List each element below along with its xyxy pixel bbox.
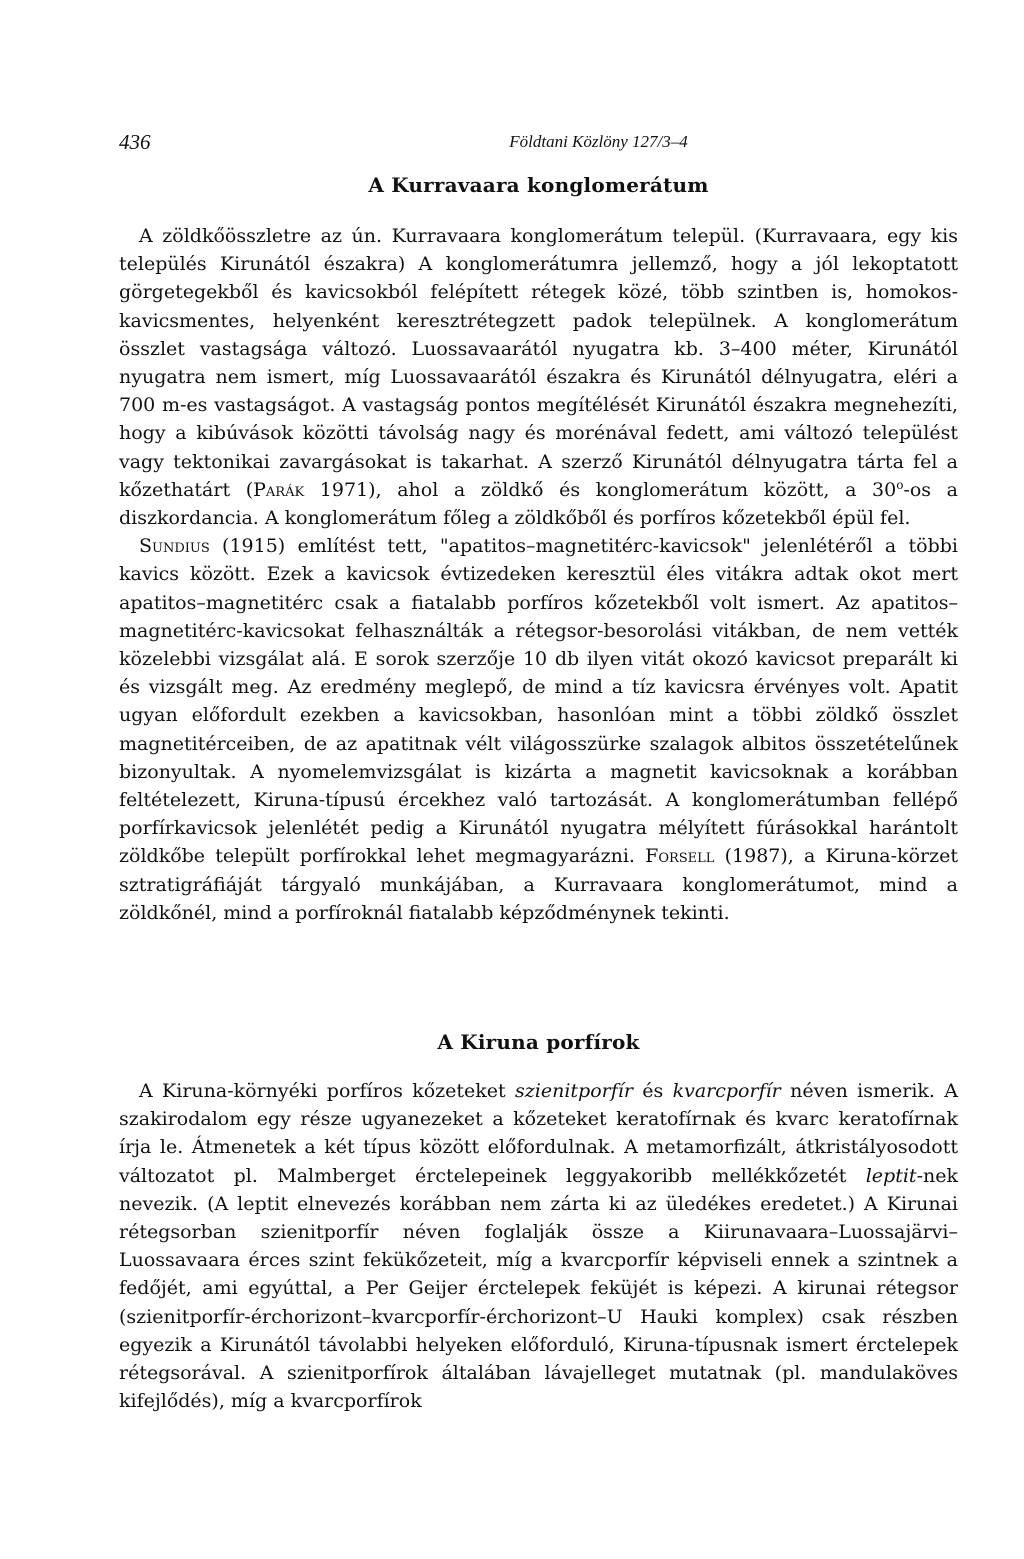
paragraph: [119, 1077, 958, 1415]
text-run: -os a diszkordancia. A konglomerátum főleg a zöldkőből és porfíros kőzetekből épül fel.: [119, 478, 958, 530]
paragraph: [119, 222, 958, 532]
section-heading-kiruna-porfirok: A Kiruna porfírok: [437, 1030, 640, 1054]
text-run: 1971), ahol a zöldkő és konglomerátum között, a 30: [304, 478, 897, 501]
author-name: Forsell: [645, 845, 715, 868]
running-head: [119, 130, 958, 154]
text-run: és: [632, 1080, 673, 1102]
text-run: -nek nevezik. (A leptit elnevezés korábban nem zárta ki az üledékes eredetet.) A Kirunai rétegsorban szienitporfír néven foglalják össze a Kiirunavaara–Luossajärvi–Luossavaara érces szint fekükőzeteit, míg a kvarcporfír képviseli ennek a szintnek a fedőjét, ami egyúttal, a Per Geijer érctelepek feküjét is képezi. A kirunai rétegsor (szienitporfír-érchorizont–kvarcporfír-érchorizont–U Hauki komplex) csak részben egyezik a Kirunától távolabbi helyeken előforduló, Kiruna-típusnak ismert érctelepek rétegsorával. A szienitporfírok általában lávajelleget mutatnak (pl. mandulaköves kifejlődés), míg a kvarcporfírok: [119, 1164, 958, 1413]
section-heading-kurravaara: A Kurravaara konglomerátum: [368, 173, 709, 197]
paragraph: [119, 532, 958, 927]
author-name: Sundius: [139, 535, 210, 558]
emphasis-term: leptit: [865, 1164, 917, 1187]
text-run: A zöldkőösszletre az ún. Kurravaara konglomerátum települ. (Kurravaara, egy kis település Kirunától északra) A konglomerátumra jellemző, hogy a jól lekoptatott görgetegekből és kavicsokból felépített rétegek közé, több szintben is, homokos-kavicsmentes, helyenként keresztrétegzett padok települnek. A konglomerátum összlet vastagsága változó. Luossavaarától nyugatra kb. 3–400 méter, Kirunától nyugatra nem ismert, míg Luossavaarától északra és Kirunától délnyugatra, eléri a 700 m-es vastagságot. A vastagság pontos megítélését Kirunától északra megnehezíti, hogy a kibúvások közötti távolság nagy és morénával fedett, ami változó települést vagy tektonikai zavargásokat is takarhat. A szerző Kirunától délnyugatra tárta fel a kőzethatárt (: [119, 225, 958, 501]
text-run: A Kiruna-környéki porfíros kőzeteket: [139, 1080, 516, 1102]
text-run: néven ismerik. A szakirodalom egy része ugyanezeket a kőzeteket keratofírnak és kvarc keratofírnak írja le. Átmenetek a két típus között előfordulnak. A metamorfizált, átkristályosodott változatot pl. Malmberget érctelepeinek leggyakoribb mellékkőzetét: [119, 1080, 958, 1187]
section-body-kiruna-porfirok: [119, 1077, 958, 1415]
emphasis-term: szienitporfír: [515, 1080, 633, 1102]
page-number: 436: [119, 130, 151, 154]
text-run: (1987), a Kiruna-körzet sztratigráfiáját tárgyaló munkájában, a Kurravaara konglomerátumot, mind a zöldkőnél, mind a porfíroknál fiatalabb képződménynek tekinti.: [119, 845, 958, 924]
author-name: Parák: [253, 478, 305, 501]
journal-title: Földtani Közlöny 127/3–4: [509, 132, 688, 151]
text-run: (1915) említést tett, "apatitos–magnetitérc-kavicsok" jelenlétéről a többi kavics között. Ezek a kavicsok évtizedeken keresztül éles vitákra adtak okot mert apatitos–magnetitérc csak a fiatalabb porfíros kőzetekből volt ismert. Az apatitos–magnetitérc-kavicsokat felhasználták a rétegsor-besorolási vitákban, de nem vették közelebbi vizsgálat alá. E sorok szerzője 10 db ilyen vitát okozó kavicsot preparált ki és vizsgált meg. Az eredmény meglepő, de mind a tíz kavicsra érvényes volt. Apatit ugyan előfordult ezekben a kavicsokban, hasonlóan mint a többi zöldkő összlet magnetitérceiben, de az apatitnak vélt világosszürke szalagok albitos összetételűnek bizonyultak. A nyomelemvizsgálat is kizárta a magnetit kavicsoknak a korábban feltételezett, Kiruna-típusú ércekhez való tartozását. A konglomerátumban fellépő porfírkavicsok jelenlétét pedig a Kirunától nyugatra mélyített fúrásokkal harántolt zöldkőbe települt porfírokkal lehet megmagyarázni.: [119, 535, 958, 868]
section-body-kurravaara: [119, 222, 958, 927]
degree-sign: o: [896, 477, 904, 492]
emphasis-term: kvarcporfír: [672, 1080, 781, 1102]
